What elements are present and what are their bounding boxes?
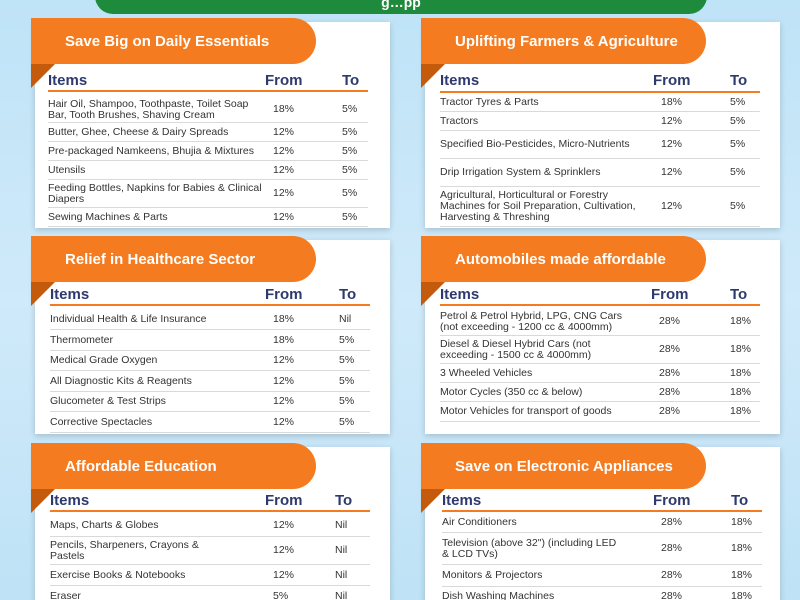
table-row [48, 142, 368, 161]
card-title: Relief in Healthcare Sector [31, 236, 316, 282]
rate-from: 12% [273, 374, 295, 387]
card-title: Save Big on Daily Essentials [31, 18, 316, 64]
table-row [440, 383, 760, 402]
rate-to: 18% [731, 590, 753, 600]
column-header-items: Items [50, 492, 90, 509]
header-underline [440, 304, 760, 306]
rate-to: Nil [335, 544, 348, 556]
card-title: Affordable Education [31, 443, 316, 489]
item-name: Feeding Bottles, Napkins for Babies & Clinical Diapers [48, 181, 262, 205]
rate-from: 28% [659, 315, 681, 327]
rate-to: 5% [730, 96, 746, 108]
column-header-to: To [339, 286, 357, 303]
rate-to: 5% [339, 374, 355, 387]
table-row [442, 565, 762, 587]
category-card [425, 447, 780, 600]
rate-to: 5% [342, 144, 358, 157]
column-header-from: From [265, 72, 303, 89]
column-header-items: Items [50, 286, 90, 303]
rate-to: 18% [730, 385, 752, 398]
table-row [440, 94, 760, 112]
item-name: All Diagnostic Kits & Reagents [50, 374, 192, 387]
rate-from: 12% [661, 138, 683, 150]
rate-to: Nil [339, 313, 352, 325]
item-name: Diesel & Diesel Hybrid Cars (not exceeding - 1500 cc & 4000mm) [440, 337, 592, 361]
table-row [440, 364, 760, 383]
table-row [50, 351, 370, 371]
category-card [425, 22, 780, 228]
category-card [35, 447, 390, 600]
column-header-from: From [653, 72, 691, 89]
item-name: 3 Wheeled Vehicles [440, 366, 533, 379]
rate-from: 12% [273, 544, 295, 556]
rate-from: 28% [661, 542, 683, 554]
table-row [48, 97, 368, 123]
table-row [50, 565, 370, 586]
rate-to: 5% [730, 166, 746, 178]
rate-to: 18% [731, 542, 753, 554]
rate-from: 18% [273, 313, 295, 325]
item-name: Glucometer & Test Strips [50, 395, 166, 407]
category-card [425, 240, 780, 434]
item-name: Television (above 32") (including LED & LCD TVs) [442, 536, 617, 560]
column-header-items: Items [48, 72, 88, 89]
item-name: Dish Washing Machines [442, 590, 555, 600]
rate-to: 5% [342, 210, 358, 223]
column-header-items: Items [442, 492, 482, 509]
item-name: Motor Vehicles for transport of goods [440, 405, 612, 417]
rate-to: 5% [730, 114, 746, 127]
table-row [442, 513, 762, 533]
rate-from: 28% [659, 366, 681, 379]
column-header-to: To [335, 492, 353, 509]
rate-from: 18% [273, 333, 295, 346]
rate-from: 12% [661, 166, 683, 178]
column-header-to: To [730, 72, 748, 89]
item-name: Tractor Tyres & Parts [440, 96, 539, 108]
table-row [50, 392, 370, 412]
item-name: Exercise Books & Notebooks [50, 568, 186, 581]
item-name: Agricultural, Horticultural or Forestry Machines for Soil Preparation, Cultivation, Harvesting & Threshing [440, 189, 636, 223]
column-header-from: From [265, 286, 303, 303]
table-row [50, 537, 370, 565]
column-header-to: To [342, 72, 360, 89]
rate-to: 18% [730, 405, 752, 417]
table-row [48, 161, 368, 180]
item-name: Tractors [440, 114, 479, 127]
table-row [50, 371, 370, 392]
item-name: Pencils, Sharpeners, Crayons & Pastels [50, 538, 199, 562]
item-name: Motor Cycles (350 cc & below) [440, 385, 583, 398]
table-row [50, 412, 370, 433]
rate-to: 18% [730, 366, 752, 379]
column-header-from: From [265, 492, 303, 509]
rate-from: 18% [661, 96, 683, 108]
table-row [440, 187, 760, 227]
rate-to: 5% [730, 200, 746, 212]
rate-from: 5% [273, 590, 289, 600]
table-row [440, 402, 760, 422]
rate-from: 12% [273, 187, 295, 199]
item-name: Corrective Spectacles [50, 415, 153, 428]
table-row [50, 310, 370, 330]
rate-from: 12% [273, 144, 295, 157]
rate-to: 5% [342, 125, 358, 138]
item-name: Medical Grade Oxygen [50, 354, 158, 366]
rate-to: 18% [731, 516, 753, 528]
column-header-from: From [651, 286, 689, 303]
rate-to: Nil [335, 590, 348, 600]
rate-to: Nil [335, 568, 348, 581]
table-row [50, 515, 370, 537]
item-name: Thermometer [50, 333, 114, 346]
rate-from: 12% [273, 415, 295, 428]
rate-to: 5% [339, 415, 355, 428]
item-name: Air Conditioners [442, 516, 517, 528]
rate-from: 12% [273, 125, 295, 138]
card-title: Save on Electronic Appliances [421, 443, 706, 489]
rate-from: 28% [659, 385, 681, 398]
rate-to: Nil [335, 519, 348, 531]
rate-to: 5% [730, 138, 746, 150]
rate-from: 28% [661, 516, 683, 528]
item-name: Butter, Ghee, Cheese & Dairy Spreads [48, 125, 229, 138]
table-row [442, 587, 762, 600]
rate-from: 28% [661, 569, 683, 581]
table-row [440, 308, 760, 336]
table-row [48, 208, 368, 227]
header-underline [50, 304, 370, 306]
table-row [50, 330, 370, 351]
rate-from: 28% [659, 343, 681, 355]
table-row [442, 533, 762, 565]
item-name: Monitors & Projectors [442, 569, 543, 581]
rate-from: 28% [659, 405, 681, 417]
item-name: Eraser [50, 590, 81, 600]
rate-from: 12% [661, 200, 683, 212]
rate-to: 5% [339, 395, 355, 407]
rate-from: 12% [273, 210, 295, 223]
header-underline [50, 510, 370, 512]
table-row [440, 112, 760, 131]
rate-from: 12% [273, 519, 295, 531]
category-card [35, 240, 390, 434]
item-name: Drip Irrigation System & Sprinklers [440, 166, 601, 178]
table-row [48, 180, 368, 208]
rate-from: 12% [273, 395, 295, 407]
table-row [50, 586, 370, 600]
top-banner [95, 0, 707, 14]
item-name: Hair Oil, Shampoo, Toothpaste, Toilet Soap Bar, Tooth Brushes, Shaving Cream [48, 97, 249, 121]
item-name: Individual Health & Life Insurance [50, 313, 207, 325]
table-row [440, 131, 760, 159]
rate-to: 5% [339, 333, 355, 346]
table-row [440, 336, 760, 364]
rate-to: 5% [339, 354, 355, 366]
rate-from: 12% [273, 568, 295, 581]
column-header-items: Items [440, 72, 480, 89]
rate-to: 5% [342, 163, 358, 176]
table-row [48, 123, 368, 142]
rate-from: 18% [273, 103, 295, 115]
item-name: Utensils [48, 163, 86, 176]
rate-to: 18% [731, 569, 753, 581]
item-name: Sewing Machines & Parts [48, 210, 168, 223]
rate-from: 12% [273, 163, 295, 176]
rate-from: 12% [273, 354, 295, 366]
item-name: Pre-packaged Namkeens, Bhujia & Mixtures [48, 144, 255, 157]
column-header-to: To [731, 492, 749, 509]
rate-to: 18% [730, 315, 752, 327]
table-row [440, 159, 760, 187]
card-title: Automobiles made affordable [421, 236, 706, 282]
rate-to: 5% [342, 187, 358, 199]
category-card [35, 22, 390, 228]
column-header-to: To [730, 286, 748, 303]
header-underline [442, 510, 762, 512]
item-name: Specified Bio-Pesticides, Micro-Nutrients [440, 138, 630, 150]
column-header-items: Items [440, 286, 480, 303]
header-underline [440, 91, 760, 93]
top-banner-title: g…pp [381, 0, 421, 10]
rate-to: 18% [730, 343, 752, 355]
header-underline [48, 90, 368, 92]
column-header-from: From [653, 492, 691, 509]
item-name: Maps, Charts & Globes [50, 519, 159, 531]
card-title: Uplifting Farmers & Agriculture [421, 18, 706, 64]
rate-from: 12% [661, 114, 683, 127]
rate-from: 28% [661, 590, 683, 600]
rate-to: 5% [342, 103, 358, 115]
item-name: Petrol & Petrol Hybrid, LPG, CNG Cars (not exceeding - 1200 cc & 4000mm) [440, 309, 623, 333]
